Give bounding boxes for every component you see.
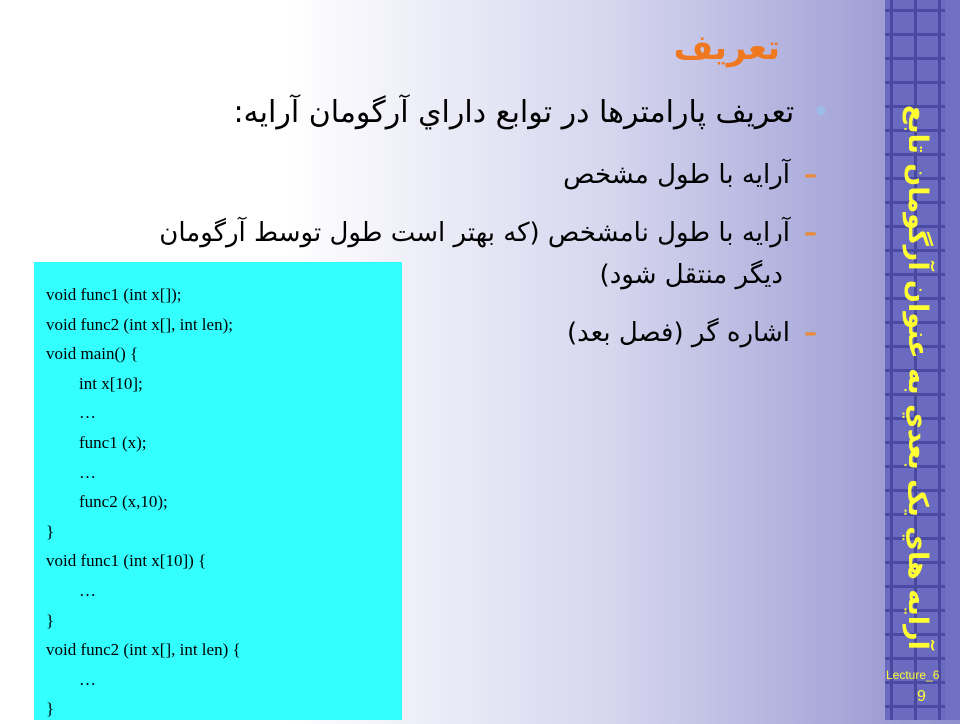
slide-title: تعریف [673,28,780,68]
code-line: int x[10]; [79,373,143,393]
sub-item-1 [563,160,817,190]
main-bullet-text: تعريف پارامترها در توابع داراي آرگومان آرايه: [233,95,795,130]
code-line: … [79,403,96,423]
code-block [34,262,402,720]
sub-item-text: اشاره گر (فصل بعد) [566,318,790,348]
code-line: void func1 (int x[]); [46,285,182,304]
code-line: } [46,699,55,719]
dash-icon: – [804,318,817,348]
lecture-label: Lecture_6 [886,668,940,682]
sub-item-text: آرايه با طول نامشخص (كه بهتر است طول توسط آرگومان [159,218,790,248]
code-line: … [79,580,96,600]
sub-item-3 [567,318,817,348]
code-line: void func2 (int x[], int len); [46,314,233,334]
page-number: 9 [917,688,926,705]
sub-item-text: آرايه با طول مشخص [563,160,790,190]
code-line: … [79,669,96,689]
main-bullet [70,95,830,130]
code-line: func1 (x); [79,432,147,452]
dash-icon: – [804,160,817,190]
code-line: } [46,610,55,630]
code-line: void main() { [46,344,139,364]
sub-item-text-continued: ديگر منتقل شود) [599,260,783,290]
sidebar-title: آرايه هاي يک بعدي به عنوان آرگومان تابع [902,105,933,650]
code-line: func2 (x,10); [79,492,168,512]
bullet-dot-icon: • [812,95,830,130]
code-line: … [79,462,96,482]
code-line: void func2 (int x[], int len) { [46,640,241,660]
dash-icon: – [804,218,817,248]
code-line: } [46,521,55,541]
code-line: void func1 (int x[10]) { [46,551,207,571]
